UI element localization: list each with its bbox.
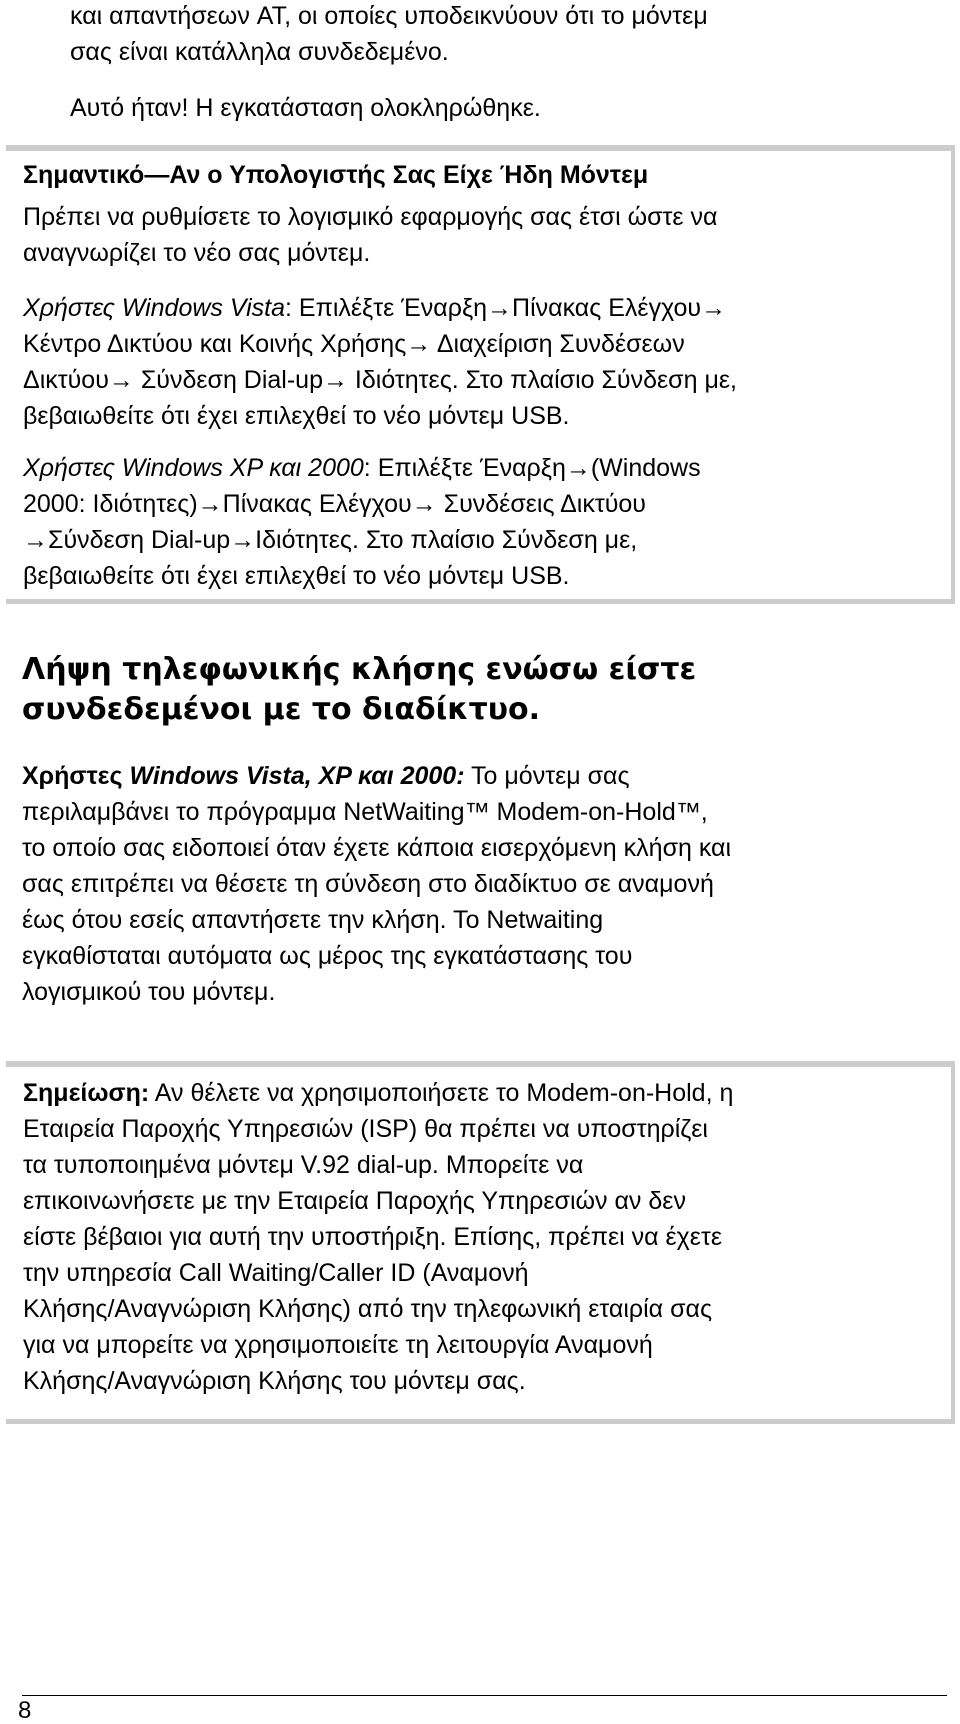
footer-rule [22,1695,947,1696]
note-box-inner [6,1067,951,1419]
note-box [6,1061,955,1424]
xp-label: Χρήστες Windows XP και 2000 [23,454,364,482]
note-text: Αν θέλετε να χρησιμοποιήσετε το Modem-on-Hold, η Εταιρεία Παροχής Υπηρεσιών (ISP) θα πρέπει να υποστηρίζει τα τυποποιημένα μόντεμ V.92 dial-up. Μπορείτε να επικοινωνήσετε με την Εταιρεία Παροχής Υπηρεσιών αν δεν είστε βέβαιοι για αυτή την υποστήριξη. Επίσης, πρέπει να έχετε την υπηρεσία Call Waiting/Caller ID (Αναμονή Κλήσης/Αναγνώριση Κλήσης) από την τηλεφωνική εταιρία σας για να μπορείτε να χρησιμοποιείτε τη λειτουργία Αναμονή Κλήσης/Αναγνώριση Κλήσης του μόντεμ σας. [23,1079,734,1395]
intro-paragraph: και απαντήσεων AT, οι οποίες υποδεικνύουν ότι το μόντεμ σας είναι κατάλληλα συνδεδεμένο. [70,2,708,66]
xp-text: : Επιλέξτε Έναρξη→(Windows 2000: Ιδιότητες)→Πίνακας Ελέγχου→ Συνδέσεις Δικτύου →Σύνδεση Dial-up→Ιδιότητες. Στο πλαίσιο Σύνδεση με, βεβαιωθείτε ότι έχει επιλεχθεί το νέο μόντεμ USB. [23,454,701,590]
important-box-intro: Πρέπει να ρυθμίσετε το λογισμικό εφαρμογής σας έτσι ώστε να αναγνωρίζει το νέο σας μόντεμ. [23,203,718,267]
page-number: 8 [18,1697,32,1724]
users-label: Χρήστες [22,762,130,790]
vista-instructions [23,290,943,434]
netwaiting-paragraph [22,758,731,1010]
section-heading: Λήψη τηλεφωνικής κλήσης ενώσω είστε συνδεδεμένοι με το διαδίκτυο. [22,652,697,727]
important-box [6,145,955,604]
vista-label: Χρήστες Windows Vista [23,294,285,322]
netwaiting-text: Το μόντεμ σας περιλαμβάνει το πρόγραμμα NetWaiting™ Modem-on-Hold™, το οποίο σας ειδοποιεί όταν έχετε κάποια εισερχόμενη κλήση και σας επιτρέπει να θέσετε τη σύνδεση στο διαδίκτυο σε αναμονή έως ότου εσείς απαντήσετε την κλήση. Το Netwaiting εγκαθίσταται αυτόματα ως μέρος της εγκατάστασης του λογισμικού του μόντεμ. [22,762,732,1006]
important-box-inner [6,151,951,599]
completion-paragraph: Αυτό ήταν! Η εγκατάσταση ολοκληρώθηκε. [70,94,541,122]
xp-instructions [23,450,943,594]
note-label: Σημείωση: [23,1079,150,1107]
note-paragraph [23,1075,943,1399]
vista-text: : Επιλέξτε Έναρξη→Πίνακας Ελέγχου→ Κέντρο Δικτύου και Κοινής Χρήσης→ Διαχείριση Συνδέσεων Δικτύου→ Σύνδεση Dial-up→ Ιδιότητες. Στο πλαίσιο Σύνδεση με, βεβαιωθείτε ότι έχει επιλεχθεί το νέο μόντεμ USB. [23,294,737,430]
important-box-title: Σημαντικό—Αν ο Υπολογιστής Σας Είχε Ήδη Μόντεμ [23,161,649,189]
os-label: Windows Vista, XP και 2000: [129,762,465,790]
